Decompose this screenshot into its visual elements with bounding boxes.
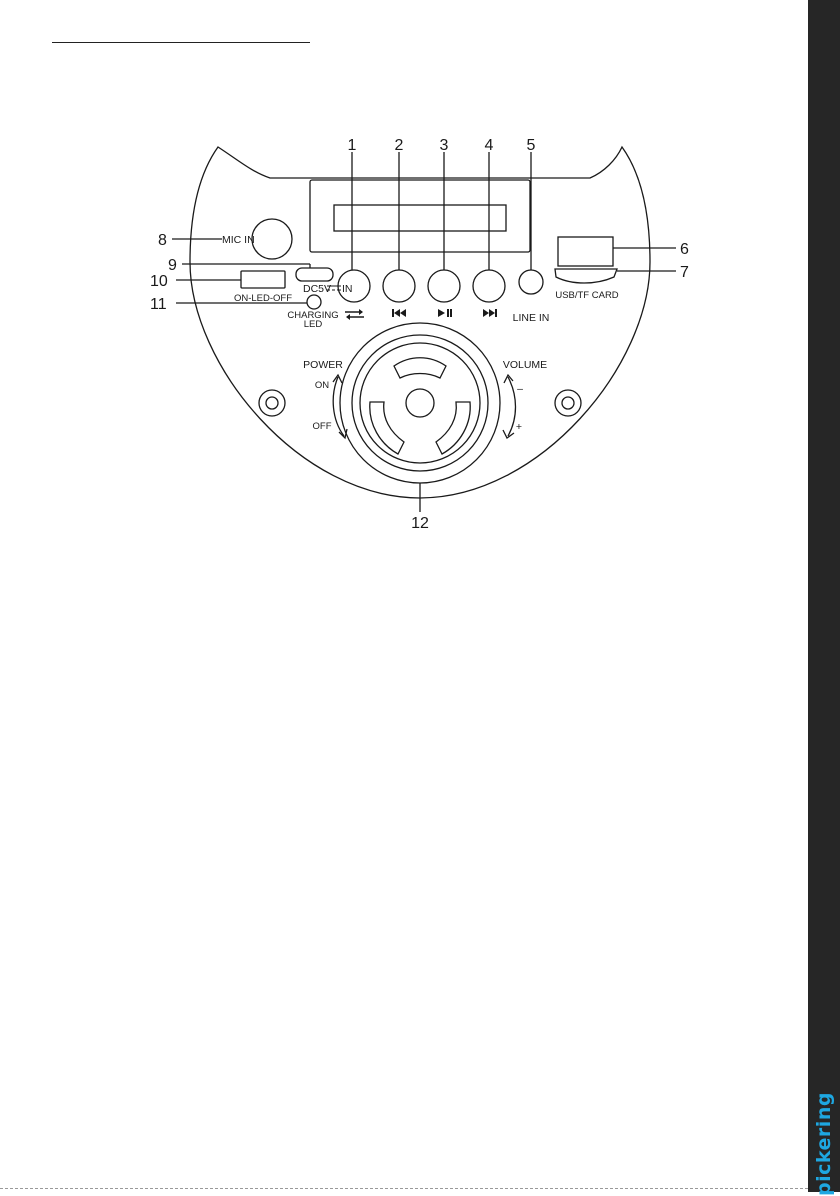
callout-6: 6 <box>680 241 689 258</box>
callout-12: 12 <box>411 515 429 532</box>
next-icon <box>483 309 497 317</box>
control-panel-diagram <box>0 0 808 560</box>
power-label: POWER <box>303 359 343 371</box>
callout-8: 8 <box>158 232 167 249</box>
screw-right <box>555 390 581 416</box>
callout-10: 10 <box>150 273 168 290</box>
callout-7: 7 <box>680 264 689 281</box>
mode-icon <box>345 309 364 320</box>
knob-slot <box>394 358 446 378</box>
volume-knob <box>340 323 500 483</box>
mic-in-label: MIC IN <box>222 234 255 246</box>
dc-in-label: DC5V <box>303 283 332 295</box>
bottom-crop-line <box>0 1188 808 1189</box>
charging-led <box>307 295 321 309</box>
power-on-label: ON <box>314 380 330 391</box>
dc-in-label-suffix: IN <box>342 283 353 295</box>
play-pause-icon <box>438 309 452 317</box>
display-frame <box>310 180 530 252</box>
line-in-label: LINE IN <box>512 312 550 324</box>
callout-5: 5 <box>526 137 536 154</box>
play-pause-button <box>428 270 460 302</box>
prev-button <box>383 270 415 302</box>
charging-label-2: LED <box>303 319 323 330</box>
next-button <box>473 270 505 302</box>
callout-9: 9 <box>168 257 177 274</box>
callout-3: 3 <box>439 137 449 154</box>
display-screen <box>334 205 506 231</box>
line-in-jack <box>519 270 543 294</box>
volume-label: VOLUME <box>502 359 548 371</box>
brand-logo <box>806 1092 840 1196</box>
tf-card-slot <box>555 269 617 283</box>
switch-label: ON-LED-OFF <box>233 293 293 304</box>
volume-arrow <box>508 377 516 436</box>
prev-icon <box>392 309 406 317</box>
usb-port <box>558 237 613 266</box>
side-tab-bar <box>808 0 840 1192</box>
volume-plus-label: + <box>515 421 523 433</box>
charging-label-1: CHARGING <box>287 310 339 321</box>
power-switch <box>241 271 285 288</box>
power-off-label: OFF <box>312 421 332 432</box>
knob-slot <box>370 402 404 454</box>
screw-left <box>259 390 285 416</box>
callout-2: 2 <box>394 137 404 154</box>
dc-port <box>296 268 333 281</box>
callout-4: 4 <box>484 137 494 154</box>
mic-in-jack <box>252 219 292 259</box>
brand-name: pickering <box>813 1092 835 1196</box>
callout-11: 11 <box>150 296 167 313</box>
usb-tf-label: USB/TF CARD <box>555 290 619 301</box>
knob-slot <box>436 402 470 454</box>
volume-minus-label: – <box>517 383 523 395</box>
callout-1: 1 <box>347 137 357 154</box>
